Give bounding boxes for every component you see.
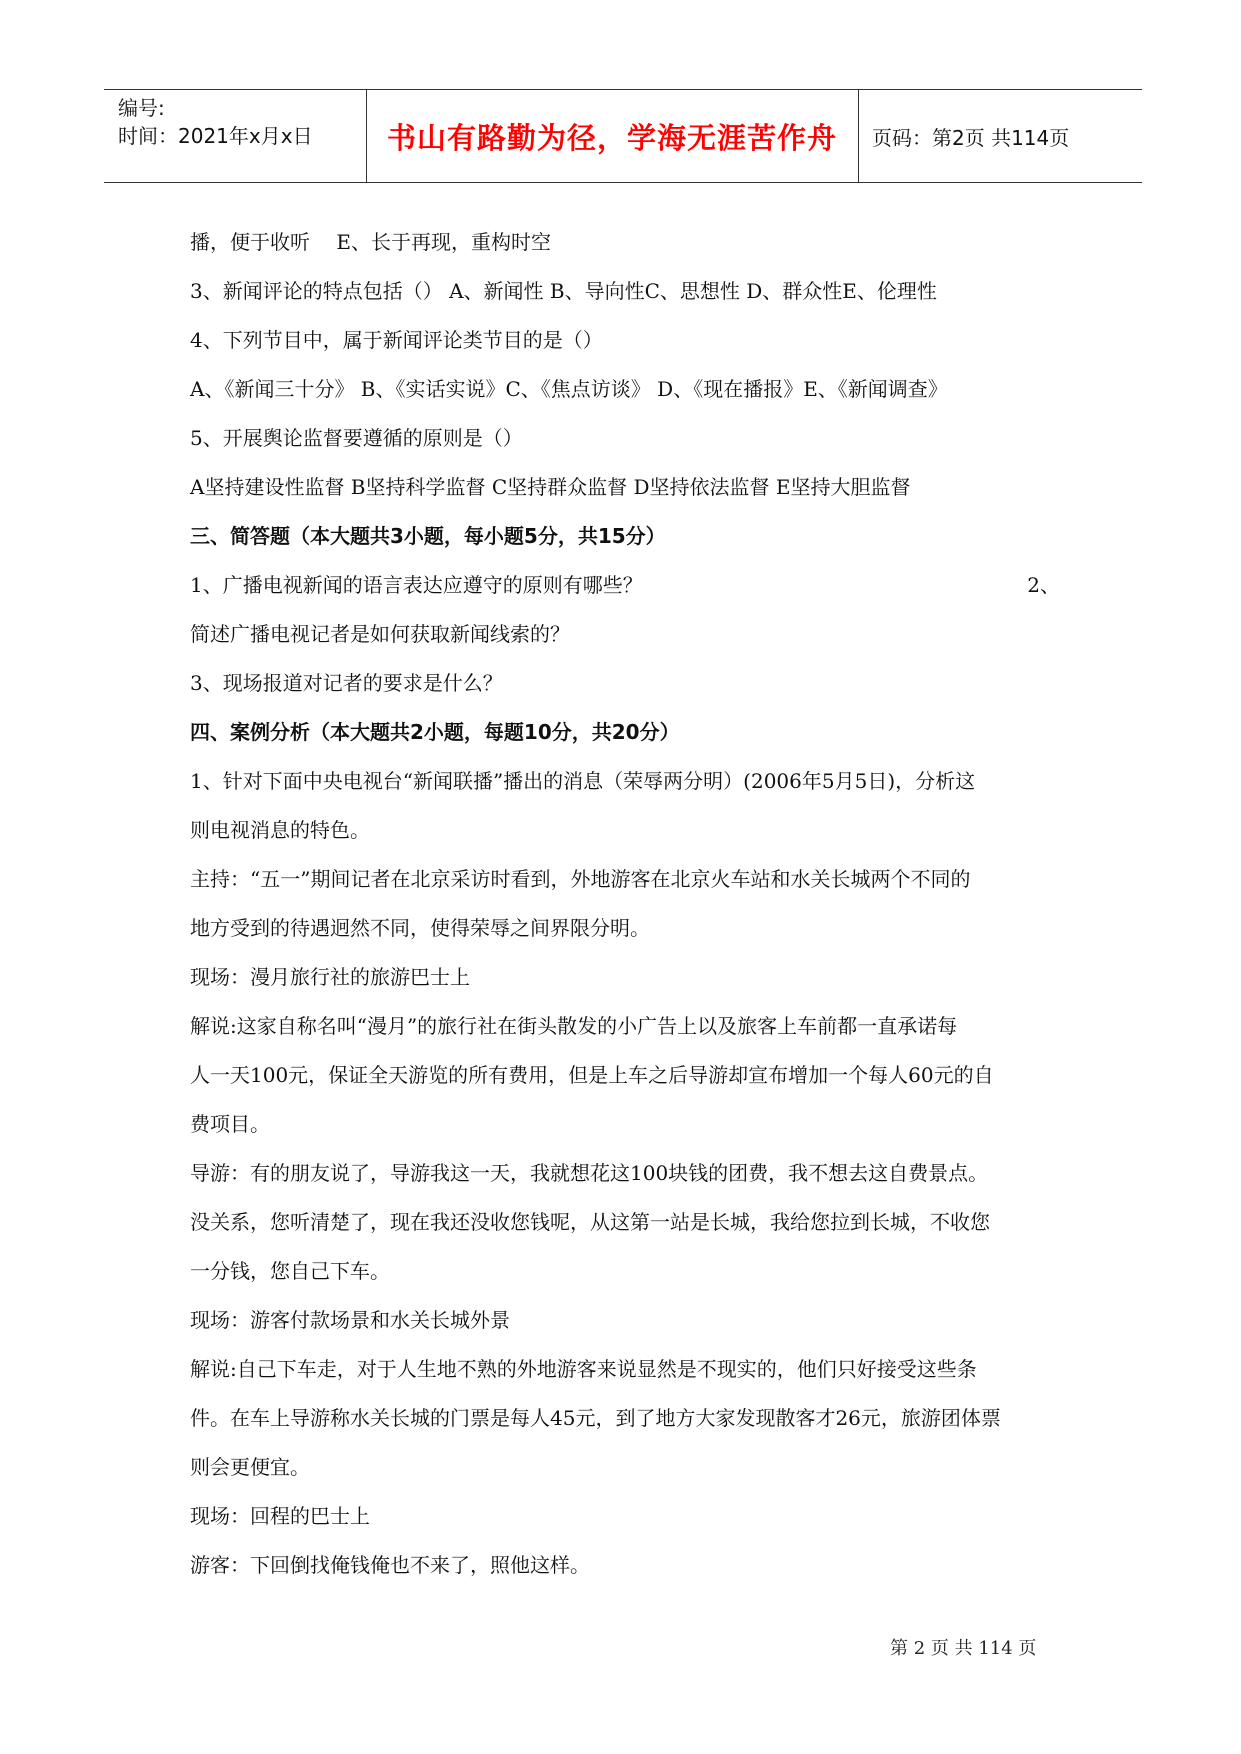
page-footer: 第 2 页 共 114 页 [890,1638,1037,1659]
header-page-info: 页码：第2页 共114页 [872,125,1070,150]
question-row [190,561,1060,610]
question-2: 简述广播电视记者是如何获取新闻线索的？ [190,622,570,646]
text-line: 4、下列节目中，属于新闻评论类节目的是（） [190,328,603,352]
header-motto: 书山有路勤为径，学海无涯苦作舟 [386,120,837,155]
case-line: 现场：游客付款场景和水关长城外景 [190,1308,510,1332]
case-line: 1、针对下面中央电视台“新闻联播”播出的消息（荣辱两分明）(2006年5月5日)，分析这 [190,769,976,793]
case-line: 导游：有的朋友说了，导游我这一天，我就想花这100块钱的团费，我不想去这自费景点。 [190,1161,989,1185]
case-line: 解说:自己下车走，对于人生地不熟的外地游客来说显然是不现实的，他们只好接受这些条 [190,1357,977,1381]
case-line: 现场：漫月旅行社的旅游巴士上 [190,965,470,989]
case-line: 费项目。 [190,1112,270,1136]
case-line: 现场：回程的巴士上 [190,1504,370,1528]
case-line: 一分钱，您自己下车。 [190,1259,390,1283]
question-3: 3、现场报道对记者的要求是什么？ [190,671,503,695]
question-1: 1、广播电视新闻的语言表达应遵守的原则有哪些？ [190,573,643,597]
case-line: 主持：“五一”期间记者在北京采访时看到，外地游客在北京火车站和水关长城两个不同的 [190,867,971,891]
question-2-number: 2、 [1027,573,1060,597]
text-line: 3、新闻评论的特点包括（） A、新闻性 B、导向性C、思想性 D、群众性E、伦理性 [190,279,937,303]
case-line: 则会更便宜。 [190,1455,310,1479]
header-divider-right [858,90,859,182]
section-heading-case-analysis: 四、案例分析（本大题共2小题，每题10分，共20分） [190,720,680,744]
document-time-label: 时间：2021年x月x日 [118,124,313,148]
case-line: 解说:这家自称名叫“漫月”的旅行社在街头散发的小广告上以及旅客上车前都一直承诺每 [190,1014,958,1038]
case-line: 人一天100元，保证全天游览的所有费用，但是上车之后导游却宣布增加一个每人60元的自 [190,1063,994,1087]
section-heading-short-answer: 三、简答题（本大题共3小题，每小题5分，共15分） [190,524,666,548]
case-line: 件。在车上导游称水关长城的门票是每人45元，到了地方大家发现散客才26元，旅游团体票 [190,1406,1001,1430]
text-line: A、《新闻三十分》 B、《实话实说》C、《焦点访谈》 D、《现在播报》E、《新闻调查》 [190,377,948,401]
case-line: 地方受到的待遇迥然不同，使得荣辱之间界限分明。 [190,916,650,940]
document-number-label: 编号: [118,96,165,120]
document-body [190,218,1060,1590]
page-header [104,89,1142,183]
case-line: 游客：下回倒找俺钱俺也不来了，照他这样。 [190,1553,590,1577]
case-line: 没关系，您听清楚了，现在我还没收您钱呢，从这第一站是长城，我给您拉到长城，不收您 [190,1210,990,1234]
text-line: 5、开展舆论监督要遵循的原则是（） [190,426,523,450]
header-divider-left [366,90,367,182]
case-line: 则电视消息的特色。 [190,818,370,842]
text-line: A坚持建设性监督 B坚持科学监督 C坚持群众监督 D坚持依法监督 E坚持大胆监督 [190,475,911,499]
text-line: 播，便于收听 E、长于再现，重构时空 [190,230,551,254]
header-meta [118,94,313,150]
